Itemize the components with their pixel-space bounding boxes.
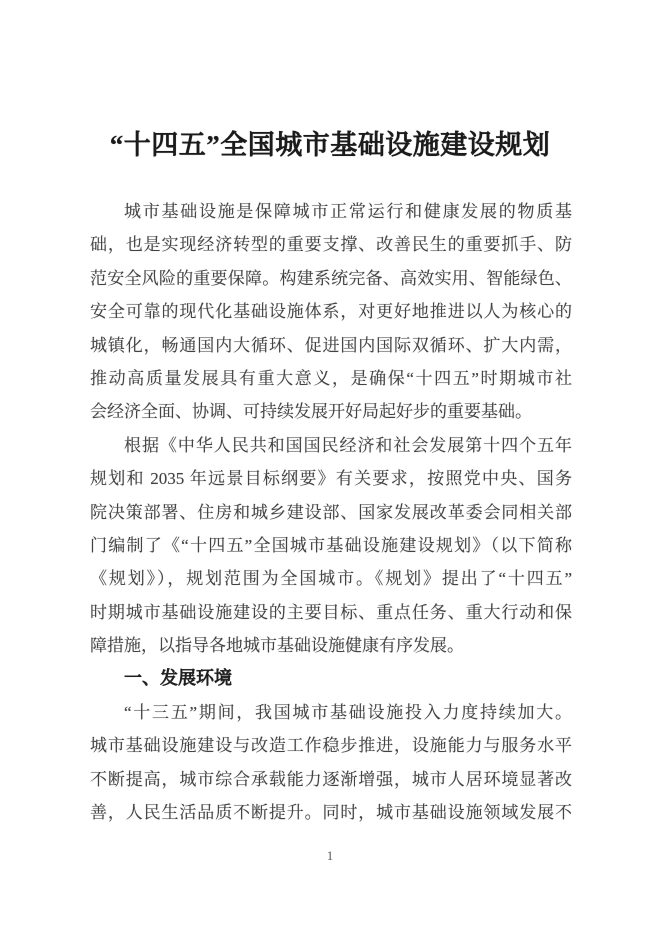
section-heading: 一、发展环境 bbox=[124, 668, 232, 689]
paragraph-line: 础，也是实现经济转型的重要支撑、改善民生的重要抓手、防 bbox=[90, 235, 572, 255]
document-body bbox=[90, 195, 572, 829]
paragraph-line: 善，人民生活品质不断提升。同时，城市基础设施领域发展不 bbox=[90, 803, 572, 823]
paragraph-line: 范安全风险的重要保障。构建系统完备、高效实用、智能绿色、 bbox=[90, 268, 572, 288]
paragraph-line: 城市基础设施是保障城市正常运行和健康发展的物质基 bbox=[124, 202, 572, 221]
document-title: “十四五”全国城市基础设施建设规划 bbox=[109, 130, 551, 160]
paragraph-line: 城镇化，畅通国内大循环、促进国内国际双循环、扩大内需， bbox=[90, 335, 572, 355]
paragraph-line: 时期城市基础设施建设的主要目标、重点任务、重大行动和保 bbox=[90, 602, 572, 622]
page-number: 1 bbox=[326, 848, 334, 863]
paragraph-line: 根据《中华人民共和国国民经济和社会发展第十四个五年 bbox=[124, 435, 572, 455]
paragraph-line: 推动高质量发展具有重大意义，是确保“十四五”时期城市社 bbox=[90, 368, 572, 388]
paragraph-line: 门编制了《“十四五”全国城市基础设施建设规划》（以下简称 bbox=[90, 535, 572, 555]
paragraph-line: 城市基础设施建设与改造工作稳步推进，设施能力与服务水平 bbox=[90, 736, 572, 756]
paragraph-line: 会经济全面、协调、可持续发展开好局起好步的重要基础。 bbox=[90, 402, 532, 422]
paragraph-line: 障措施，以指导各地城市基础设施健康有序发展。 bbox=[90, 636, 464, 656]
paragraph-line: 规划和 2035 年远景目标纲要》有关要求，按照党中央、国务 bbox=[90, 469, 572, 489]
paragraph-line: 院决策部署、住房和城乡建设部、国家发展改革委会同相关部 bbox=[90, 502, 572, 522]
paragraph-line: “十三五”期间，我国城市基础设施投入力度持续加大。 bbox=[124, 702, 572, 722]
paragraph-line: 《规划》），规划范围为全国城市。《规划》提出了“十四五” bbox=[90, 569, 572, 589]
paragraph-line: 不断提高，城市综合承载能力逐渐增强，城市人居环境显著改 bbox=[90, 769, 572, 789]
paragraph-line: 安全可靠的现代化基础设施体系，对更好地推进以人为核心的 bbox=[90, 302, 572, 322]
